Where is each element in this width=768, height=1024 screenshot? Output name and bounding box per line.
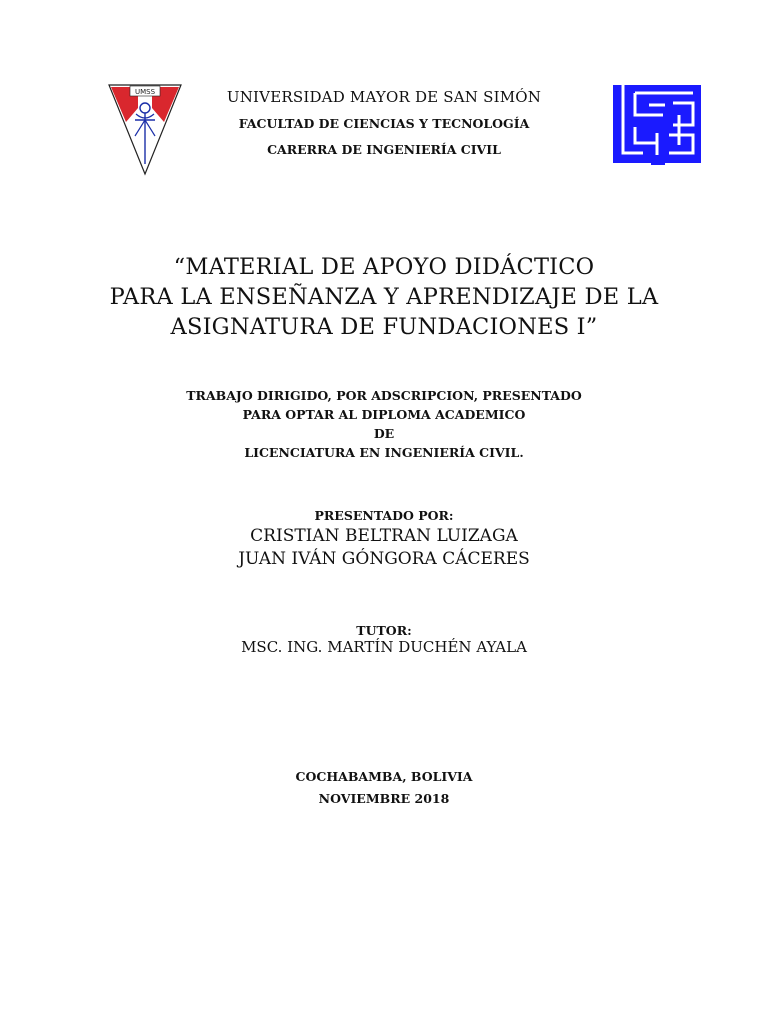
tutor-name: MSC. ING. MARTÍN DUCHÉN AYALA — [241, 638, 527, 656]
university-name: UNIVERSIDAD MAYOR DE SAN SIMÓN — [226, 88, 542, 106]
faculty-name: FACULTAD DE CIENCIAS Y TECNOLOGÍA — [238, 116, 530, 131]
author-name: CRISTIAN BELTRAN LUIZAGA — [250, 526, 518, 546]
place: COCHABAMBA, BOLIVIA — [295, 769, 473, 784]
place-date — [0, 766, 768, 810]
work-description — [0, 386, 768, 462]
title-line: PARA LA ENSEÑANZA Y APRENDIZAJE DE LA — [109, 284, 659, 310]
date: NOVIEMBRE 2018 — [318, 791, 450, 806]
presented-by-label: PRESENTADO POR: — [314, 508, 454, 523]
description-line: PARA OPTAR AL DIPLOMA ACADEMICO — [242, 407, 526, 422]
title-line: “MATERIAL DE APOYO DIDÁCTICO — [173, 254, 595, 280]
svg-text:UMSS: UMSS — [134, 88, 156, 96]
tutor-label: TUTOR: — [356, 623, 412, 638]
career-name: CARERRA DE INGENIERÍA CIVIL — [267, 142, 501, 157]
authors-list — [0, 525, 768, 571]
author-name: JUAN IVÁN GÓNGORA CÁCERES — [238, 549, 530, 569]
description-line: DE — [373, 426, 395, 441]
title-line: ASIGNATURA DE FUNDACIONES I” — [170, 314, 598, 340]
description-line: TRABAJO DIRIGIDO, POR ADSCRIPCION, PRESENTADO — [186, 388, 582, 403]
description-line: LICENCIATURA EN INGENIERÍA CIVIL. — [244, 445, 524, 460]
document-title — [0, 252, 768, 342]
